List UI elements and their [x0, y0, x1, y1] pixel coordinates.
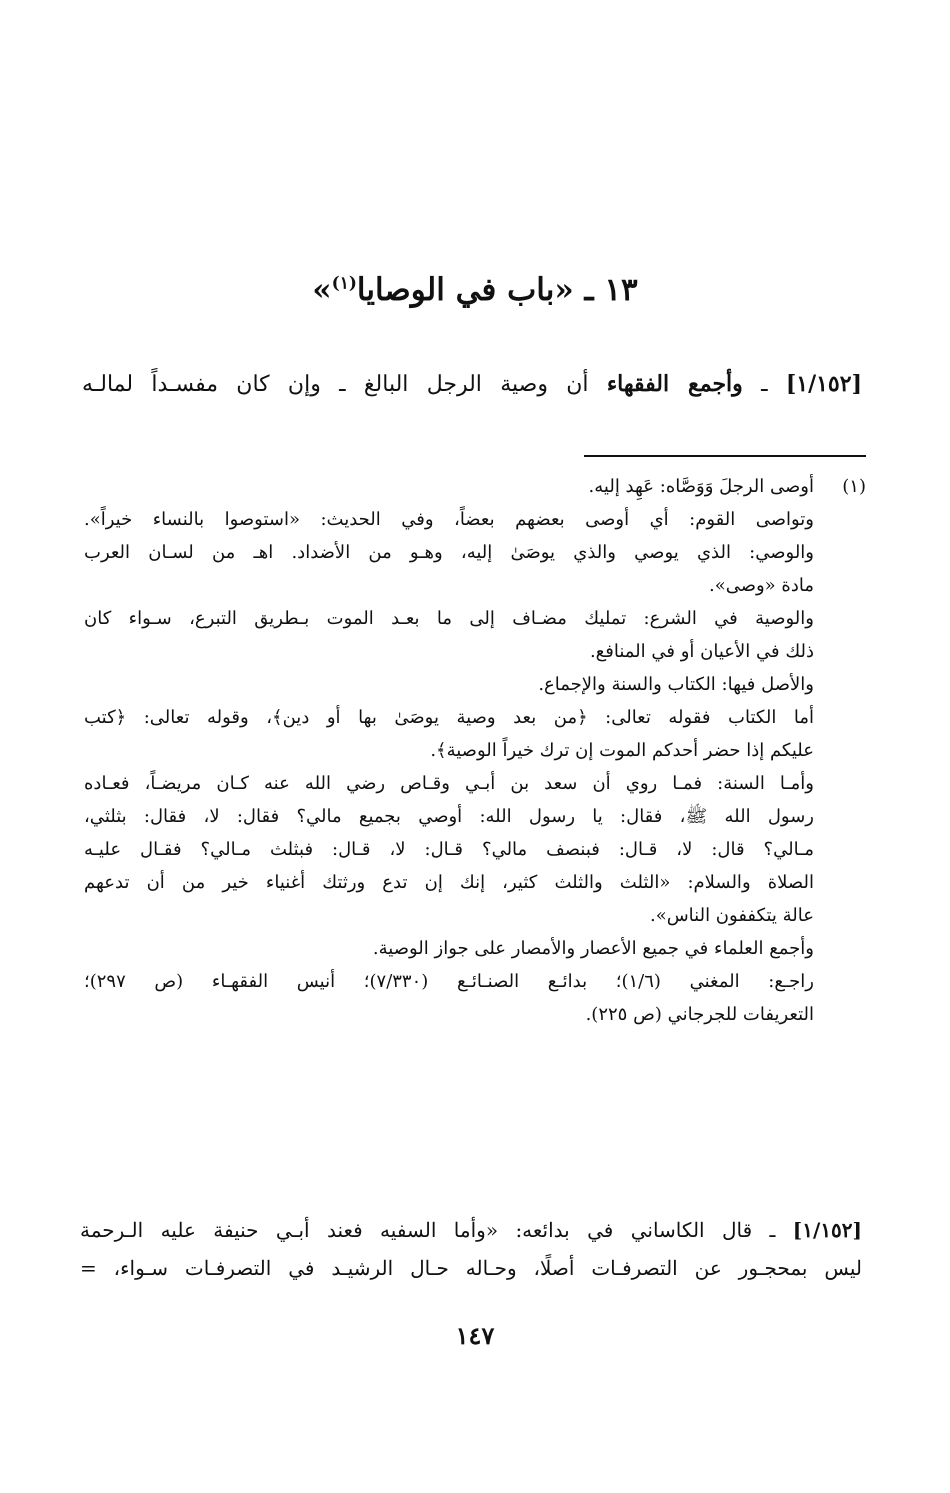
footnote-line: راجـع: المغني (١/٦)؛ بدائـع الصنـائـع (٧/٣٣٠)؛ أنيس الفقهـاء (ص ٢٩٧)؛: [84, 971, 814, 992]
footnote-line: والأصل فيها: الكتاب والسنة والإجماع.: [538, 674, 814, 695]
footnote-line: الصلاة والسلام: «الثلث والثلث كثير، إنك إن تدع ورثتك أغنياء خير من أن تدعهم: [84, 872, 814, 893]
footnote-number: (١): [842, 476, 866, 497]
main-text-line: [82, 364, 862, 405]
commentary-text: قال الكاساني في بدائعه: «وأما السفيه فعند أبـي حنيفة عليه الـرحمة: [80, 1218, 753, 1242]
footnote-line: أما الكتاب فقوله تعالى: ﴿من بعد وصية يوصَىٰ بها أو دين﴾، وقوله تعالى: ﴿كتب: [84, 707, 814, 728]
commentary-line: [80, 1211, 862, 1249]
commentary-ref: [١/١٥٢]: [792, 1218, 862, 1242]
footnote-line: مادة «وصى».: [708, 575, 814, 596]
chapter-title-text: ١٣ ـ «باب في الوصايا: [356, 272, 638, 308]
footnote-line: رسول الله ﷺ، فقال: يا رسول الله: أوصي بجميع مالي؟ فقال: لا، فقال: بثلثي،: [84, 806, 814, 827]
footnote-block: [84, 470, 866, 1031]
footnote-line: وأمـا السنة: فمـا روي أن سعد بن أبـي وقـاص رضي الله عنه كـان مريضـاً، فعـاده: [84, 773, 814, 794]
footnote-line: والوصية في الشرع: تمليك مضـاف إلى ما بعـد الموت بـطريق التبرع، سـواء كان: [84, 608, 814, 629]
footnote-line: ذلك في الأعيان أو في المنافع.: [589, 641, 814, 662]
commentary-dash: ـ: [752, 1218, 793, 1242]
chapter-title: [0, 272, 950, 308]
commentary-block: [80, 1211, 862, 1287]
footnote-line: عليكم إذا حضر أحدكم الموت إن ترك خيراً الوصية﴾.: [430, 740, 814, 761]
footnote-first-line: أوصى الرجلَ وَوَصَّاه: عَهِد إليه.: [588, 476, 814, 497]
footnote-line: مـالي؟ قال: لا، قـال: فبنصف مالي؟ قـال: لا، قـال: فبثلث مـالي؟ فقـال عليـه: [84, 839, 814, 860]
main-ref: [١/١٥٢]: [785, 371, 862, 397]
commentary-line: ليس بمحجـور عن التصرفـات أصلًا، وحـاله حـال الرشيـد في التصرفـات سـواء، =: [80, 1256, 862, 1280]
footnote-line: وأجمع العلماء في جميع الأعصار والأمصار على جواز الوصية.: [372, 938, 814, 959]
footnote-line: عالة يتكففون الناس».: [649, 905, 814, 926]
footnote-line: وتواصى القوم: أي أوصى بعضهم بعضاً، وفي الحديث: «استوصوا بالنساء خيراً».: [84, 509, 814, 530]
footnote-line: والوصي: الذي يوصي والذي يوصَىٰ إليه، وهـو من الأضداد. اهـ من لسـان العرب: [84, 542, 814, 563]
main-dash: ـ: [742, 372, 786, 397]
footnote-line: التعريفات للجرجاني (ص ٢٢٥).: [585, 1004, 814, 1025]
chapter-title-close: »: [312, 272, 332, 308]
main-rest: أن وصية الرجل البالغ ـ وإن كان مفسـداً لمالـه: [82, 372, 607, 397]
footnote-separator: [584, 455, 866, 457]
footnote-body: [84, 503, 866, 1031]
page-number: ١٤٧: [455, 1321, 495, 1350]
footnote-marker[interactable]: (١): [331, 273, 357, 294]
footnote-first-row: [84, 470, 866, 503]
main-bold-phrase: وأجمع الفقهاء: [606, 371, 743, 397]
